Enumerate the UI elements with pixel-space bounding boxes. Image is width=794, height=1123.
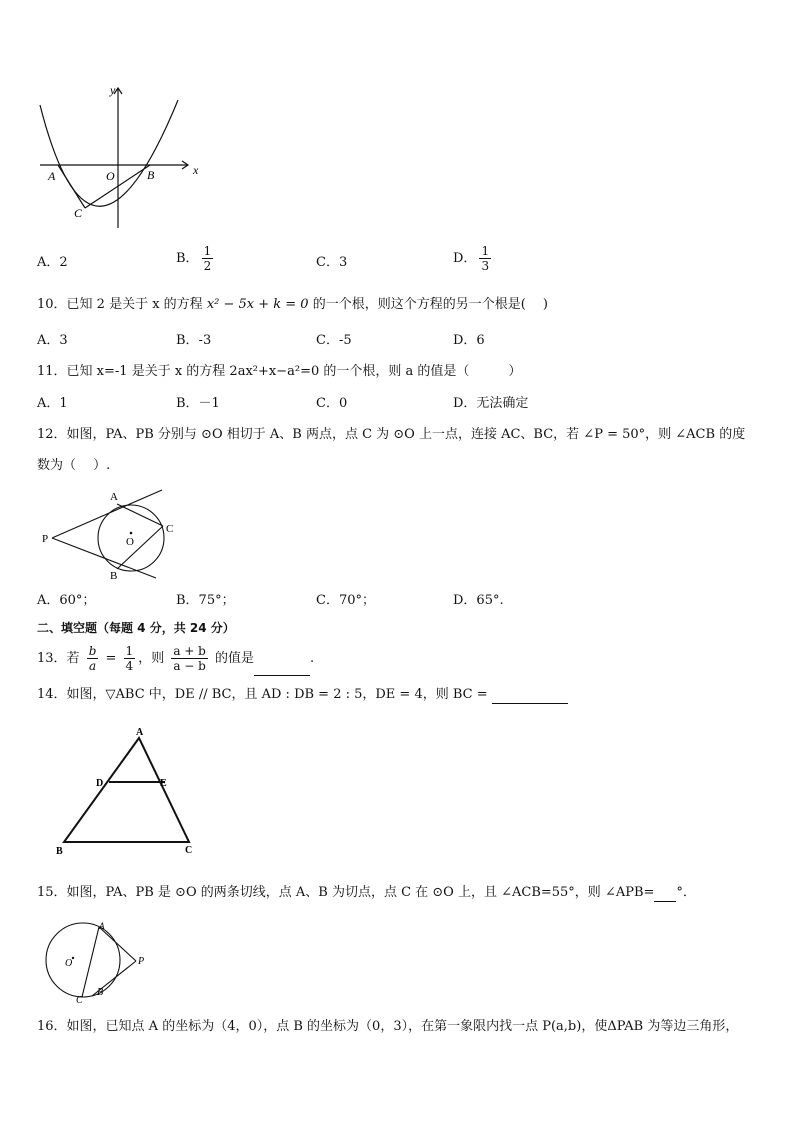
tangent-pb	[52, 538, 156, 578]
chord-ac	[117, 504, 163, 526]
segment-ac	[58, 165, 85, 208]
q13-answer-blank[interactable]	[254, 661, 310, 676]
q9-option-a[interactable]: A．2	[37, 255, 68, 270]
q11-option-c[interactable]: C．0	[316, 396, 348, 411]
question-13: 13．若 $\frac{b}{a}$ = $\frac{1}{4}$ ，则 $\frac{a + b}{a - b}$ 的值是 .	[37, 642, 314, 676]
point-d-label: D	[96, 778, 104, 789]
point-a-label: A	[48, 169, 56, 183]
q12-option-c[interactable]: C．70°；	[316, 593, 375, 608]
chord-bc	[117, 526, 163, 569]
point-a-label: A	[110, 491, 118, 503]
q10-option-c[interactable]: C．-5	[316, 333, 352, 348]
q11-option-d[interactable]: D．无法确定	[453, 396, 529, 411]
q9-option-d-fraction: $\frac{1}{3}$	[481, 244, 490, 273]
vertex-c-label: C	[185, 845, 193, 856]
triangle-abc	[64, 738, 189, 842]
question-15: 15．如图，PA、PB 是 ⊙O 的两条切线，点 A、B 为切点，点 C 在 ⊙O 上，且 ∠ACB=55°，则 ∠APB= °．	[37, 885, 696, 900]
point-a-label: A	[99, 921, 105, 931]
point-c-label: C	[76, 995, 83, 1004]
q11-option-b[interactable]: B．－1	[176, 396, 220, 411]
point-b-label: B	[97, 987, 104, 998]
q13-fraction-b-over-a: $\frac{b}{a}$	[88, 644, 97, 673]
point-c-label: C	[166, 523, 174, 535]
q9-option-d-label: D．	[453, 251, 477, 266]
q10-option-b[interactable]: B．-3	[176, 333, 212, 348]
parabola-curve	[40, 100, 178, 206]
section-title: 二、填空题（每题 4 分，共 24 分）	[37, 621, 235, 635]
q11-option-a[interactable]: A．1	[37, 396, 68, 411]
q9-option-b-label: B．	[176, 251, 199, 266]
question-12-line1: 12．如图，PA、PB 分别与 ⊙O 相切于 A、B 两点，点 C 为 ⊙O 上一点，连接 AC、BC，若 ∠P = 50°，则 ∠ACB 的度	[37, 427, 746, 442]
q9-option-c[interactable]: C．3	[316, 255, 348, 270]
parabola-figure	[30, 80, 210, 240]
vertex-a-label: A	[136, 727, 144, 738]
point-e-label: E	[160, 778, 167, 789]
q12-option-a[interactable]: A．60°；	[37, 593, 96, 608]
q15-answer-blank[interactable]	[654, 887, 676, 902]
q9-option-d[interactable]	[453, 244, 494, 273]
vertex-b-label: B	[56, 846, 63, 857]
tangent-figure-2	[40, 918, 160, 1004]
question-10: 10．已知 2 是关于 x 的方程 x² − 5x + k = 0 的一个根，则这个方程的另一个根是( )	[37, 297, 548, 312]
q13-fraction-one-quarter: $\frac{1}{4}$	[125, 644, 134, 673]
triangle-figure	[52, 725, 202, 860]
point-p-label: P	[138, 956, 145, 967]
q10-option-a[interactable]: A．3	[37, 333, 68, 348]
question-14: 14．如图，▽ABC 中，DE // BC，且 AD : DB = 2 : 5，DE = 4，则 BC =	[37, 686, 568, 704]
q14-answer-blank[interactable]	[492, 689, 568, 704]
origin-label: O	[106, 169, 115, 183]
circle-o	[46, 923, 120, 997]
center-o-label: O	[126, 536, 134, 548]
q9-option-b-fraction: $\frac{1}{2}$	[203, 244, 212, 273]
x-label: x	[193, 163, 199, 177]
tangent-pa	[52, 490, 162, 538]
point-c-label: C	[74, 206, 83, 220]
point-b-label: B	[110, 570, 118, 582]
point-b-label: B	[147, 168, 155, 182]
point-p-label: P	[42, 533, 49, 545]
question-11: 11．已知 x=-1 是关于 x 的方程 2ax²+x−a²=0 的一个根，则 a 的值是（ ）	[37, 364, 522, 379]
q10-option-d[interactable]: D．6	[453, 333, 485, 348]
q13-fraction-sum-over-diff: $\frac{a + b}{a - b}$	[173, 644, 206, 673]
question-16: 16．如图，已知点 A 的坐标为（4，0），点 B 的坐标为（0，3），在第一象限内找一点 P(a,b)，使ΔPAB 为等边三角形，	[37, 1019, 739, 1034]
y-label: y	[110, 83, 116, 97]
q12-option-b[interactable]: B．75°；	[176, 593, 235, 608]
q10-equation: x² − 5x + k = 0	[206, 297, 309, 312]
center-o-label: O	[65, 958, 73, 969]
tangent-pa	[99, 927, 136, 961]
tangent-circle-figure	[38, 488, 183, 583]
q12-option-d[interactable]: D．65°.	[453, 593, 504, 608]
center-dot	[130, 532, 133, 535]
q9-option-b[interactable]	[176, 244, 216, 273]
question-12-line2: 数为（ ）.	[37, 458, 111, 473]
